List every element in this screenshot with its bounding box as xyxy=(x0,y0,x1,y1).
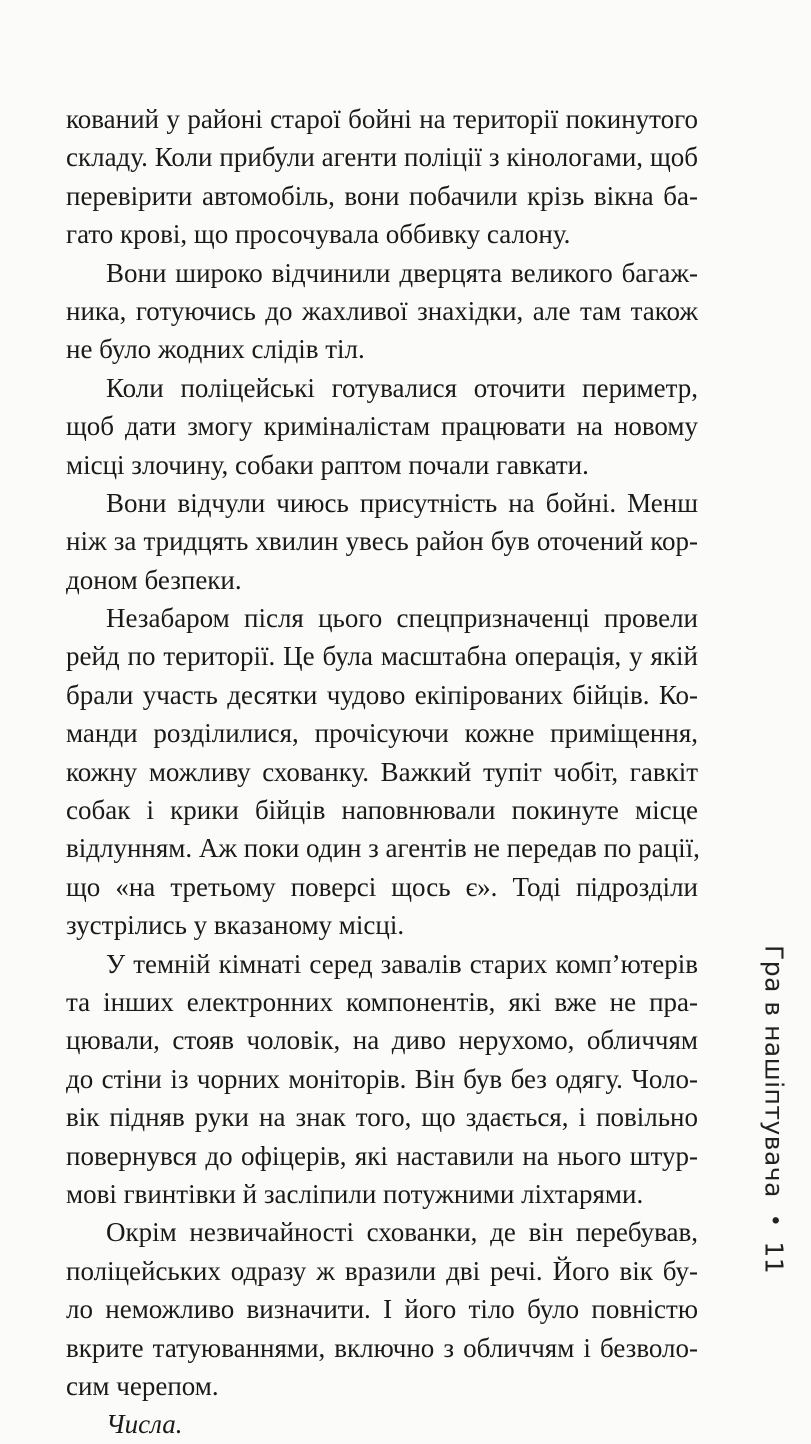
text-line: сим черепом. xyxy=(66,1370,219,1401)
text-line: цювали, стояв чоловік, на диво нерухомо, обличчям xyxy=(66,1025,698,1056)
text-line: повернувся до офіцерів, які наставили на нього штур- xyxy=(66,1140,698,1171)
text-line: вік підняв руки на знак того, що здається, і повільно xyxy=(66,1102,698,1133)
text-line: складу. Коли прибули агенти поліції з кінологами, щоб xyxy=(66,142,698,173)
text-line: відлунням. Аж поки один з агентів не передав по рації, xyxy=(66,833,700,864)
text-line: ло неможливо визначити. І його тіло було повністю xyxy=(66,1294,698,1325)
text-line: Вони широко відчинили дверцята великого багаж- xyxy=(106,257,698,288)
text-line: ніж за тридцять хвилин увесь район був оточений кор- xyxy=(66,526,698,557)
text-line: собак і крики бійців наповнювали покинуте місце xyxy=(66,795,698,826)
text-line: та інших електронних компонентів, які вже не пра- xyxy=(66,986,698,1017)
text-line: манди розділилися, прочісуючи кожне приміщення, xyxy=(66,718,698,749)
page-number: 11 xyxy=(759,1241,789,1275)
text-line: вкрите татуюваннями, включно з обличчям і безволо- xyxy=(66,1332,698,1363)
text-line: кований у районі старої бойні на території покинутого xyxy=(66,104,698,134)
text-line: місці злочину, собаки раптом почали гавкати. xyxy=(66,449,589,480)
text-line: брали участь десятки чудово екіпірованих бійців. Ко- xyxy=(66,679,698,710)
text-line: Вони відчули чиюсь присутність на бойні. Менш xyxy=(106,487,698,518)
text-line: не було жодних слідів тіл. xyxy=(66,334,365,365)
text-line: що «на третьому поверсі щось є». Тоді підрозділи xyxy=(66,871,698,902)
text-line: гато крові, що просочувала оббивку салону. xyxy=(66,219,571,250)
text-line: Окрім незвичайності схованки, де він перебував, xyxy=(106,1217,698,1248)
text-line: кожну можливу схованку. Важкий тупіт чобіт, гавкіт xyxy=(66,756,698,787)
text-line: рейд по території. Це була масштабна операція, у якій xyxy=(66,641,698,672)
text-line: Коли поліцейські готувалися оточити периметр, xyxy=(106,372,698,403)
text-line: поліцейських одразу ж вразили дві речі. Його вік бу- xyxy=(66,1255,698,1286)
text-line: щоб дати змогу криміналістам працювати на новому xyxy=(66,411,698,442)
separator-bullet: • xyxy=(761,1213,787,1228)
text-line: Числа. xyxy=(106,1409,183,1440)
text-line: до стіни із чорних моніторів. Він був без одягу. Чоло- xyxy=(66,1063,698,1094)
book-title: Гра в нашіптувача xyxy=(759,945,789,1198)
text-line: доном безпеки. xyxy=(66,564,242,595)
text-line: перевірити автомобіль, вони побачили крізь вікна ба- xyxy=(66,180,698,211)
text-line: мові гвинтівки й засліпили потужними ліхтарями. xyxy=(66,1178,644,1209)
text-line: Незабаром після цього спецпризначенці провели xyxy=(106,603,698,634)
text-line: У темній кімнаті серед завалів старих комп’ютерів xyxy=(106,948,698,979)
running-head xyxy=(744,945,804,1275)
body-text xyxy=(66,100,698,1444)
text-line: зустрілись у вказаному місці. xyxy=(66,910,405,941)
text-line: ника, готуючись до жахливої знахідки, але там також xyxy=(66,295,698,326)
